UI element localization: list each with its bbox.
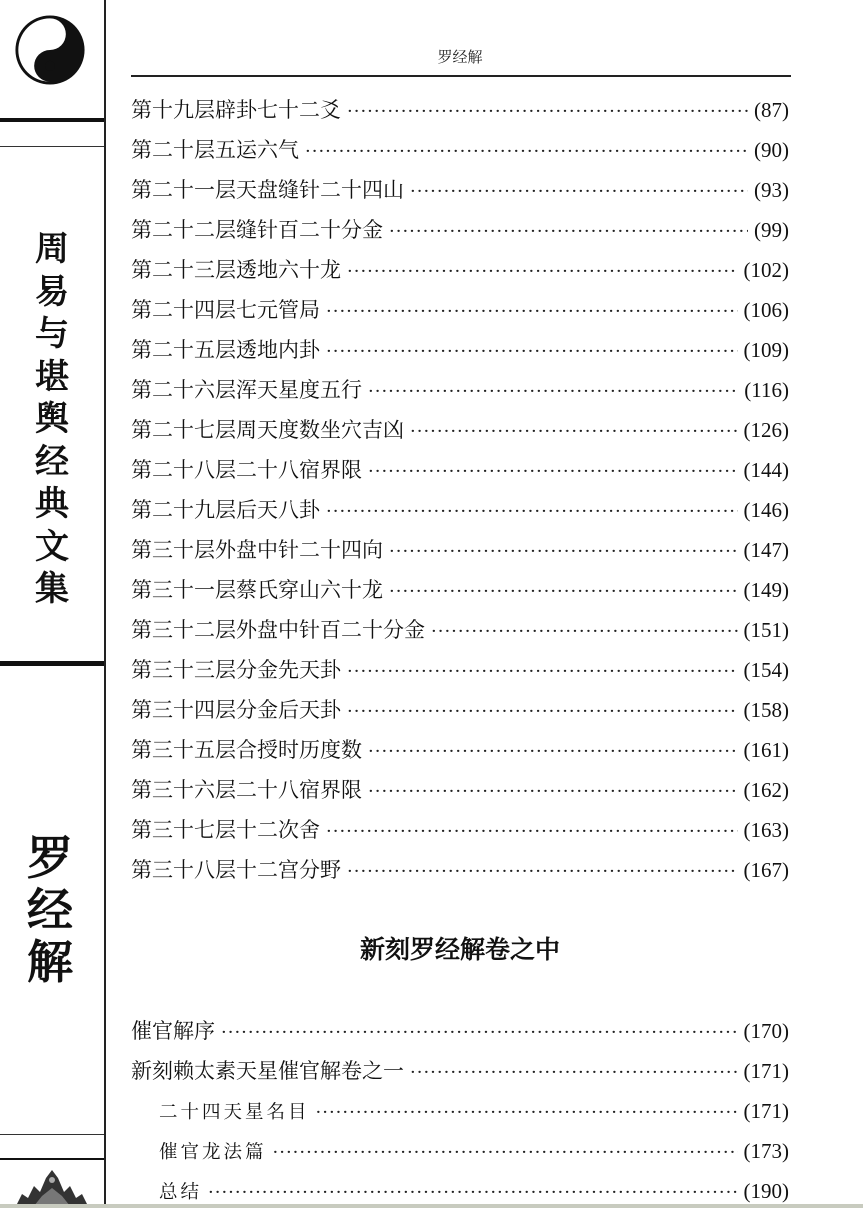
toc-leader-dots [347,252,738,292]
toc-entry-title: 第二十二层缝针百二十分金 [131,218,383,242]
toc-leader-dots [221,1013,738,1053]
section-title: 新刻罗经解卷之中 [359,935,560,964]
ornament-icon [14,1166,90,1206]
toc-leader-dots [389,212,748,252]
toc-entry-title: 第二十一层天盘缝针二十四山 [131,178,404,202]
sidebar [0,0,106,1208]
toc-entry [131,1091,789,1131]
toc-entry-page: (158) [743,698,789,722]
toc-entry-title: 第二十五层透地内卦 [131,338,320,362]
toc-entry [131,1051,789,1091]
yin-yang-icon [14,14,86,86]
sidebar-divider-thick [0,1158,104,1160]
toc-entry-title: 第二十九层后天八卦 [131,498,320,522]
toc-leader-dots [316,1093,738,1133]
toc-entry [131,810,789,850]
toc-entry-title: 第三十八层十二宫分野 [131,858,341,882]
toc-entry [131,570,789,610]
toc-entry-page: (163) [743,818,789,842]
toc-entry [131,210,789,250]
toc-entry [131,610,789,650]
toc-entry-page: (144) [743,458,789,482]
toc-entry-title: 二十四天星名目 [159,1102,310,1123]
toc-entry [131,410,789,450]
toc-entry-page: (116) [744,378,789,402]
toc-entry-title: 催官解序 [131,1019,215,1043]
toc-entry-page: (109) [743,338,789,362]
toc-entry [131,490,789,530]
toc-entry [131,90,789,130]
toc-entry-page: (161) [743,738,789,762]
toc-entry-title: 第三十四层分金后天卦 [131,698,341,722]
toc-entry [131,290,789,330]
toc-entry-page: (87) [754,98,789,122]
toc-entry-page: (171) [743,1059,789,1083]
toc-entry [131,850,789,890]
toc-entry [131,650,789,690]
header-rule [131,75,791,77]
toc-entry-title: 第二十六层浑天星度五行 [131,378,362,402]
footer-strip [0,1204,863,1208]
sidebar-divider-thick [0,118,104,122]
toc-entry-page: (147) [743,538,789,562]
toc-entry [131,370,789,410]
sidebar-divider-thick [0,661,104,666]
toc-entry-page: (190) [743,1179,789,1203]
toc-leader-dots [368,372,738,412]
toc-entry-page: (173) [743,1139,789,1163]
toc-entry-page: (106) [743,298,789,322]
toc-entry-page: (93) [754,178,789,202]
spine-rule [104,0,106,1208]
toc-entry-title: 第三十层外盘中针二十四向 [131,538,383,562]
toc-entry-page: (90) [754,138,789,162]
toc-entry-page: (171) [743,1099,789,1123]
toc-entry-title: 第二十八层二十八宿界限 [131,458,362,482]
toc-entry [131,1131,789,1171]
toc-entry-page: (149) [743,578,789,602]
toc-leader-dots [368,732,738,772]
running-head: 罗经解 [437,48,483,66]
toc-leader-dots [347,652,738,692]
toc-leader-dots [431,612,738,652]
toc-entry [131,690,789,730]
sidebar-divider-thin [0,146,104,147]
toc-entry-page: (126) [743,418,789,442]
toc-entry-page: (151) [743,618,789,642]
toc-entry-title: 第三十六层二十八宿界限 [131,778,362,802]
toc-leader-dots [326,332,738,372]
toc-entry-page: (162) [743,778,789,802]
toc-entry-page: (167) [743,858,789,882]
series-title: 周易与堪舆经典文集 [35,229,69,609]
toc-entry-title: 总结 [159,1182,203,1203]
toc-entry [131,450,789,490]
toc-leader-dots [347,692,738,732]
toc-entry-title: 第三十二层外盘中针百二十分金 [131,618,425,642]
toc-leader-dots [410,1053,738,1093]
toc-list [131,1011,789,1211]
toc-entry-page: (154) [743,658,789,682]
toc-entry-title: 第二十四层七元管局 [131,298,320,322]
toc-entry-title: 第三十七层十二次舍 [131,818,320,842]
toc-entry [131,770,789,810]
toc-leader-dots [389,532,738,572]
toc-leader-dots [368,452,738,492]
toc-leader-dots [305,132,748,172]
toc-entry-title: 第二十三层透地六十龙 [131,258,341,282]
toc-leader-dots [410,172,748,212]
toc-entry [131,530,789,570]
toc-entry-title: 第三十三层分金先天卦 [131,658,341,682]
book-title: 罗经解 [27,831,73,989]
toc-leader-dots [347,92,748,132]
toc-leader-dots [326,812,738,852]
toc-leader-dots [326,292,738,332]
toc-entry [131,1011,789,1051]
toc-entry-title: 催官龙法篇 [159,1142,267,1163]
toc-entry-page: (102) [743,258,789,282]
toc-leader-dots [347,852,738,892]
toc-list [131,90,789,890]
toc-entry-title: 第三十一层蔡氏穿山六十龙 [131,578,383,602]
toc-entry-page: (170) [743,1019,789,1043]
toc-entry-title: 第三十五层合授时历度数 [131,738,362,762]
sidebar-divider-thin [0,1134,104,1135]
toc-leader-dots [389,572,738,612]
toc-entry [131,170,789,210]
toc-entry-title: 第二十层五运六气 [131,138,299,162]
toc-entry-title: 新刻赖太素天星催官解卷之一 [131,1059,404,1083]
toc-leader-dots [368,772,738,812]
toc-leader-dots [326,492,738,532]
toc-leader-dots [273,1133,738,1173]
toc-entry [131,250,789,290]
toc-entry-title: 第十九层辟卦七十二爻 [131,98,341,122]
toc-entry-title: 第二十七层周天度数坐穴吉凶 [131,418,404,442]
toc-entry-page: (99) [754,218,789,242]
toc-leader-dots [410,412,738,452]
toc-entry [131,130,789,170]
toc-entry [131,730,789,770]
toc-entry-page: (146) [743,498,789,522]
toc-entry [131,330,789,370]
